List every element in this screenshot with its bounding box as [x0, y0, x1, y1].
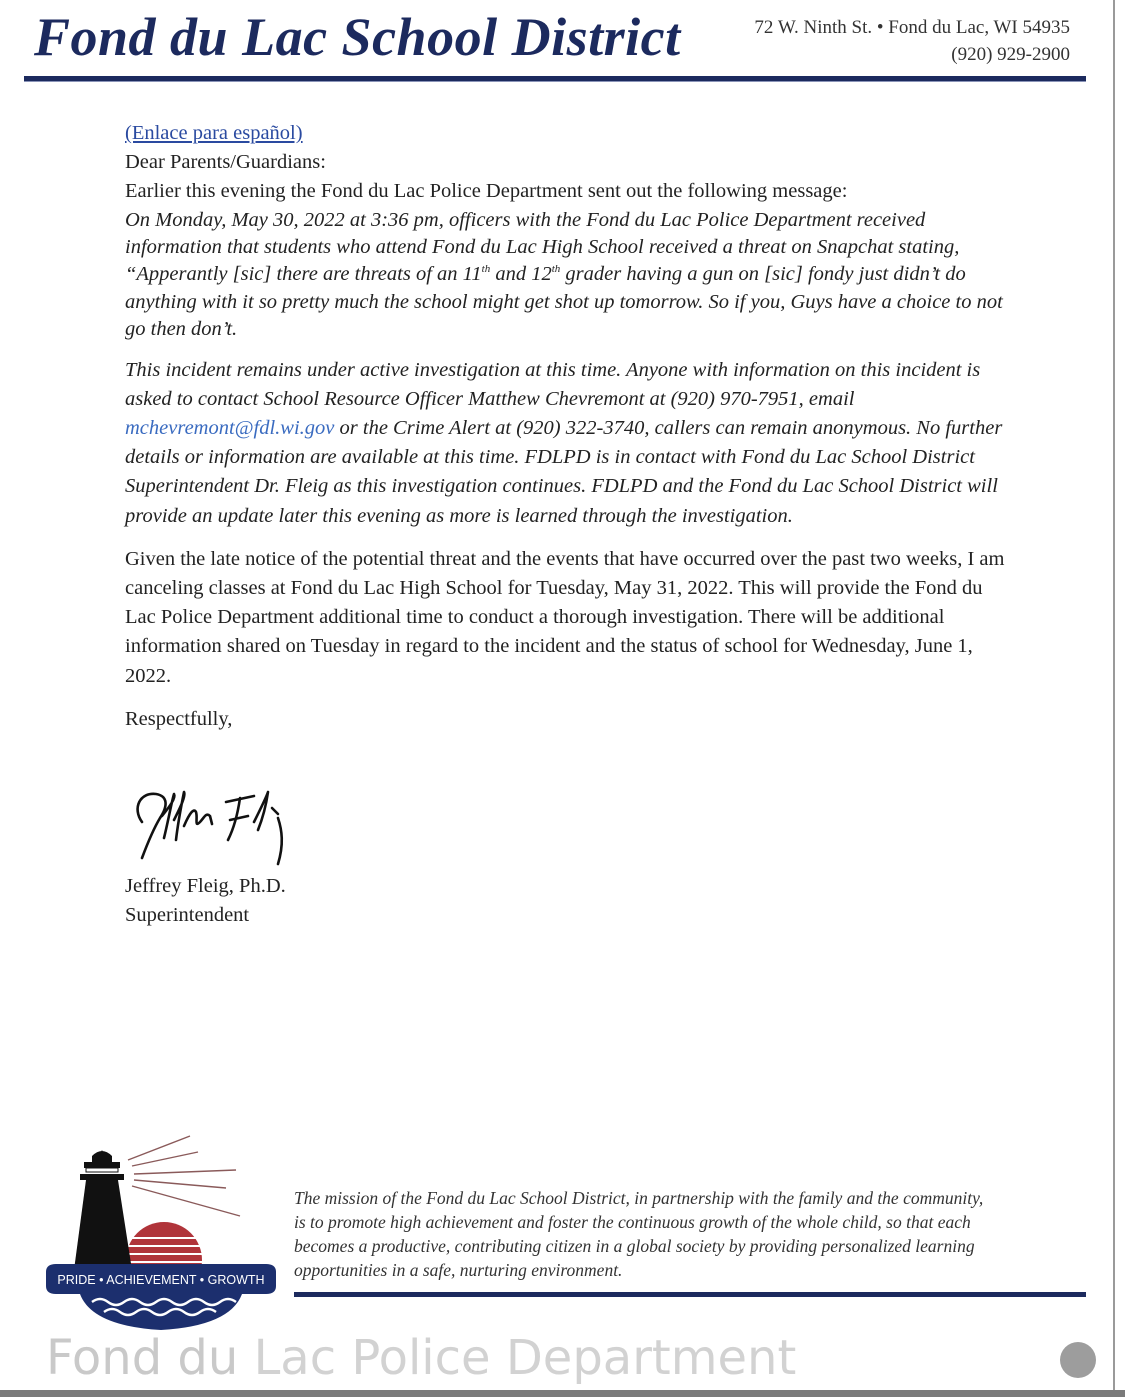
signer-title: Superintendent: [125, 904, 250, 926]
quote-text: and 12: [490, 263, 552, 286]
page-edge: [1113, 0, 1115, 1390]
header-divider: [24, 76, 1086, 82]
superscript: th: [481, 263, 491, 276]
superscript: th: [551, 263, 561, 276]
intro-paragraph: Earlier this evening the Fond du Lac Police Department sent out the following message:: [125, 180, 848, 203]
email-link[interactable]: mchevremont@fdl.wi.gov: [125, 417, 335, 440]
overlay-control-icon[interactable]: [1060, 1342, 1096, 1378]
salutation: Dear Parents/Guardians:: [125, 151, 326, 174]
letter-body: [125, 119, 1005, 734]
district-contact: [754, 14, 1070, 68]
signer-block: [125, 872, 286, 930]
quote-text: On Monday, May 30, 2022 at 3:36 pm, officers with the Fond du Lac Police Department received information that students who attend Fond du Lac High School received a threat on Snapchat stating, “Apperantly [sic] there are threats of an 11: [125, 208, 960, 286]
signature-image: [128, 782, 308, 870]
signer-name: Jeffrey Fleig, Ph.D.: [125, 875, 286, 897]
mission-line: is to promote high achievement and foster the continuous growth of the whole child, so that each: [294, 1212, 971, 1232]
quote-text: grader having a gun on [sic] fondy just didn’t do anything with it so pretty much the school might get shot up tomorrow. So if you, Guys have a choice to not go then don’t.: [125, 263, 1003, 341]
district-title: Fond du Lac School District: [34, 7, 681, 67]
investigation-text: or the Crime Alert at (920) 322-3740, callers can remain anonymous. No further details or information are available at this time. FDLPD is in contact with Fond du Lac School District Superintendent Dr. Fleig as this investigation continues. FDLPD and the Fond du Lac School District will provide an update later this evening as more is learned through the investigation.: [125, 417, 1003, 527]
decision-paragraph: Given the late notice of the potential threat and the events that have occurred over the past two weeks, I am canceling classes at Fond du Lac High School for Tuesday, May 31, 2022. This will provide the Fond du Lac Police Department additional time to conduct a thorough investigation. There will be additional information shared on Tuesday in regard to the incident and the status of school for Wednesday, June 1, 2022.: [125, 547, 1005, 687]
investigation-text: This incident remains under active investigation at this time. Anyone with information on this incident is asked to contact School Resource Officer Matthew Chevremont at (920) 970-7951, email: [125, 358, 981, 410]
footer-divider: [294, 1292, 1086, 1297]
district-address: 72 W. Ninth St. • Fond du Lac, WI 54935: [754, 17, 1070, 38]
lighthouse-logo: [40, 1130, 280, 1335]
mission-line: The mission of the Fond du Lac School District, in partnership with the family and the community,: [294, 1188, 984, 1208]
investigation-paragraph: [125, 356, 1005, 531]
mission-line: opportunities in a safe, nurturing environment.: [294, 1260, 623, 1280]
police-quote-paragraph: [125, 207, 1005, 344]
watermark-text: Fond du: [46, 1330, 254, 1386]
spanish-link[interactable]: (Enlace para español): [125, 122, 303, 144]
bottom-bar: [0, 1390, 1125, 1397]
district-phone: (920) 929-2900: [951, 44, 1070, 65]
mission-line: becomes a productive, contributing citizen in a global society by providing personalized learning: [294, 1236, 975, 1256]
logo-banner-text: PRIDE • ACHIEVEMENT • GROWTH: [57, 1273, 265, 1287]
closing: Respectfully,: [125, 707, 233, 730]
watermark-text: Lac Police Department: [253, 1330, 797, 1386]
mission-statement: [294, 1186, 1094, 1282]
video-caption-watermark: [46, 1330, 796, 1386]
